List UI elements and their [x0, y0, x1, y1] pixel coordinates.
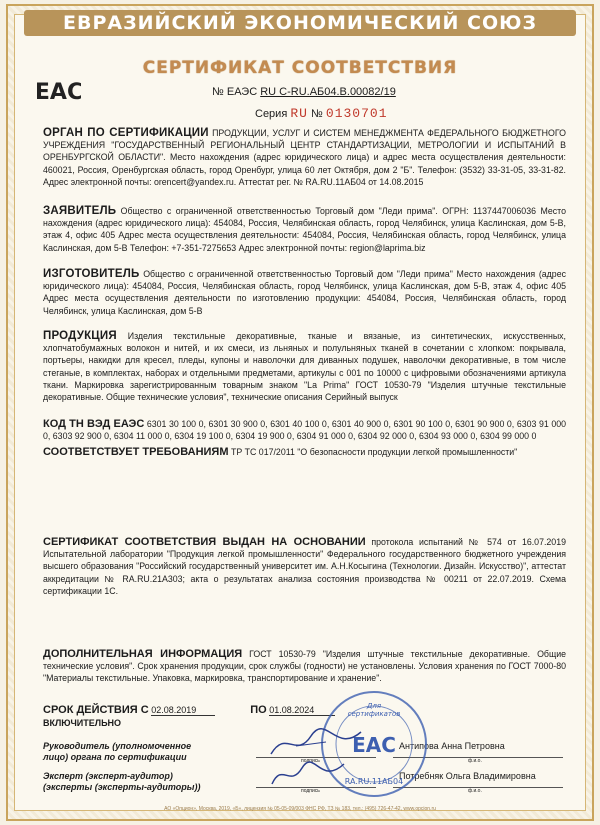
blank-number: 0130701 — [325, 106, 388, 121]
certification-body-section — [43, 127, 566, 188]
product-heading: ПРОДУКЦИЯ — [43, 330, 117, 342]
series-value: RU — [290, 106, 308, 121]
applicant-heading: ЗАЯВИТЕЛЬ — [43, 205, 117, 217]
conformity-section — [43, 446, 566, 458]
head-name: Антипова Анна Петровна — [399, 741, 505, 751]
expert-name-caption: ф.и.о. — [468, 788, 482, 794]
expert-signature-caption: подпись — [301, 788, 320, 794]
additional-info-section — [43, 648, 566, 685]
head-label-2: лицо) органа по сертификации — [43, 752, 187, 762]
conformity-text: ТР ТС 017/2011 "О безопасности продукции легкой промышленности" — [230, 447, 518, 457]
tn-ved-heading: КОД ТН ВЭД ЕАЭС — [43, 418, 145, 430]
manufacturer-text: Общество с ограниченной ответственностью Торговый дом "Леди прима" Место нахождения (адрес юридического лица): 454084, Россия, Челябинская область, город Челябинск, улица Каслинская, дом 5-В, этаж 4, офис 405 Адрес места осуществления деятельности по изготовлению продукции: 454084, Россия, Челябинская область, город Челябинск, улица Каслинская, дом 5-В — [43, 269, 566, 316]
seal-top-text: Для — [366, 702, 382, 710]
validity-row — [43, 704, 335, 716]
certification-body-text: ПРОДУКЦИИ, УСЛУГ И СИСТЕМ МЕНЕДЖМЕНТА ФЕДЕРАЛЬНОГО БЮДЖЕТНОГО УЧРЕЖДЕНИЯ "ГОСУДАРСТВЕННЫЙ РЕГИОНАЛЬНЫЙ ЦЕНТР СТАНДАРТИЗАЦИИ, МЕТРОЛОГИИ И ИСПЫТАНИЙ В ОРЕНБУРГСКОЙ ОБЛАСТИ". Место нахождения (адрес юридического лица) и адрес места осуществления деятельности: 460021, Россия, Оренбургская область, город Оренбург, улица 60 лет Октября, дом 2 "Б". Телефон: (3532) 33-31-05, 33-31-82. Адрес электронной почты: orencert@yandex.ru. Аттестат рег. № RA.RU.11АБ04 от 14.08.2015 — [43, 128, 566, 187]
additional-info-heading: ДОПОЛНИТЕЛЬНАЯ ИНФОРМАЦИЯ — [43, 648, 243, 660]
additional-info-text: ГОСТ 10530-79 "Изделия штучные текстильные декоративные. Общие технические условия". Срок хранения продукции, срок службы (годности) не установлены. Условия хранения по ГОСТ 7000-80 "Материалы текстильные. Упаковка, маркировка, транспортирование и хранение". — [43, 649, 567, 684]
reg-number: RU С-RU.АБ04.В.00082/19 — [260, 86, 396, 98]
certification-body-heading: ОРГАН ПО СЕРТИФИКАЦИИ — [43, 127, 209, 139]
seal-mark: EAC — [352, 733, 396, 757]
conformity-heading: СООТВЕТСТВУЕТ ТРЕБОВАНИЯМ — [43, 446, 229, 458]
tn-ved-text: 6301 30 100 0, 6301 30 900 0, 6301 40 100 0, 6301 40 900 0, 6301 90 100 0, 6301 90 900 0, 6303 91 000 0, 6303 92 900 0, 6304 11 000 0, 6304 19 100 0, 6304 19 900 0, 6304 91 000 0, 6304 92 000 0, 6304 93 000 0, 6304 99 000 0 — [43, 419, 566, 442]
applicant-section — [43, 205, 566, 254]
product-section — [43, 330, 566, 403]
validity-label: СРОК ДЕЙСТВИЯ С — [43, 704, 149, 716]
head-signature-caption: подпись — [301, 758, 320, 764]
basis-section — [43, 536, 566, 597]
head-label-1: Руководитель (уполномоченное — [43, 741, 192, 751]
seal-top-text-2: сертификатов — [347, 710, 401, 718]
document-title: СЕРТИФИКАТ СООТВЕТСТВИЯ — [142, 58, 458, 78]
reg-prefix: № ЕАЭС — [212, 86, 258, 98]
manufacturer-section — [43, 268, 566, 317]
eac-mark-icon — [37, 68, 81, 112]
expert-signature — [268, 758, 348, 790]
union-banner: ЕВРАЗИЙСКИЙ ЭКОНОМИЧЕСКИЙ СОЮЗ — [24, 10, 576, 36]
manufacturer-heading: ИЗГОТОВИТЕЛЬ — [43, 268, 140, 280]
validity-to-label: ПО — [250, 704, 267, 716]
series-prefix: № — [311, 108, 323, 120]
product-text: Изделия текстильные декоративные, тканые и вязаные, из синтетических, искусственных, хлопчатобумажных волокон и нитей, и их смеси, из льняных и полульняных тканей в сочетании с хлопком: покрывала, портьеры, накидки для кресел, пледы, купоны и наволочки для диванных подушек, наволочки декоративные, в том числе стеганые, в комплектах, наборах и отдельными предметами, артикулы с 001 по 10000 с цифровыми обозначениями артикула ткани. Маркировка зарегистрированным товарным знаком "La Prima" ГОСТ 10530-79 "Изделия штучные текстильные декоративные. Общие технические условия", технические описания Серийный выпуск — [43, 331, 566, 403]
expert-name: Потребняк Ольга Владимировна — [399, 771, 536, 781]
registration-line — [212, 86, 396, 98]
expert-label-2: (эксперты (эксперты-аудиторы)) — [43, 782, 201, 792]
validity-to: 01.08.2024 — [269, 705, 335, 716]
tn-ved-section — [43, 418, 566, 442]
validity-from: 02.08.2019 — [151, 705, 215, 716]
series-line — [255, 106, 388, 121]
applicant-text: Общество с ограниченной ответственностью Торговый дом "Леди прима". ОГРН: 1137447006036 Место нахождения (адрес юридического лица): 454084, Россия, Челябинская область, город Челябинск, улица Каслинская, дом 5-В, этаж 4, офис 405 Адрес места осуществления деятельности: 454084, Россия, Челябинская область, город Челябинск, улица Каслинская, дом 5-В Телефон: +7-351-7275653 Адрес электронной почты: region@laprima.biz — [43, 206, 566, 253]
expert-label-1: Эксперт (эксперт-аудитор) — [43, 771, 173, 781]
seal-bottom-text: RA.RU.11АБ04 — [344, 777, 404, 786]
eac-logo-text: ЕАС — [37, 80, 81, 105]
eac-logo — [37, 68, 81, 112]
validity-inclusive: ВКЛЮЧИТЕЛЬНО — [43, 718, 122, 728]
basis-text: протокола испытаний № 574 от 16.07.2019 Испытательной лаборатории "Продукция легкой промышленности" Федерального государственного бюджетного учреждения высшего образования "Российский государственный университет им. А.Н.Косыгина (Технологии. Дизайн. Искусство)", аттестат аккредитации № RA.RU.21А303; акта о результатах анализа состояния производства № 00211 от 22.07.2019. Схема сертификации 1С. — [43, 537, 566, 596]
basis-heading: СЕРТИФИКАТ СООТВЕТСТВИЯ ВЫДАН НА ОСНОВАНИИ — [43, 536, 366, 548]
series-label: Серия — [255, 108, 288, 120]
head-name-caption: ф.и.о. — [468, 758, 482, 764]
printer-footer: АО «Опцион», Москва, 2019, «Б», лицензия № 05-05-09/003 ФНС РФ, ТЗ № 183, тел.: (495) 726-47-42, www.opcion.ru — [164, 806, 436, 812]
